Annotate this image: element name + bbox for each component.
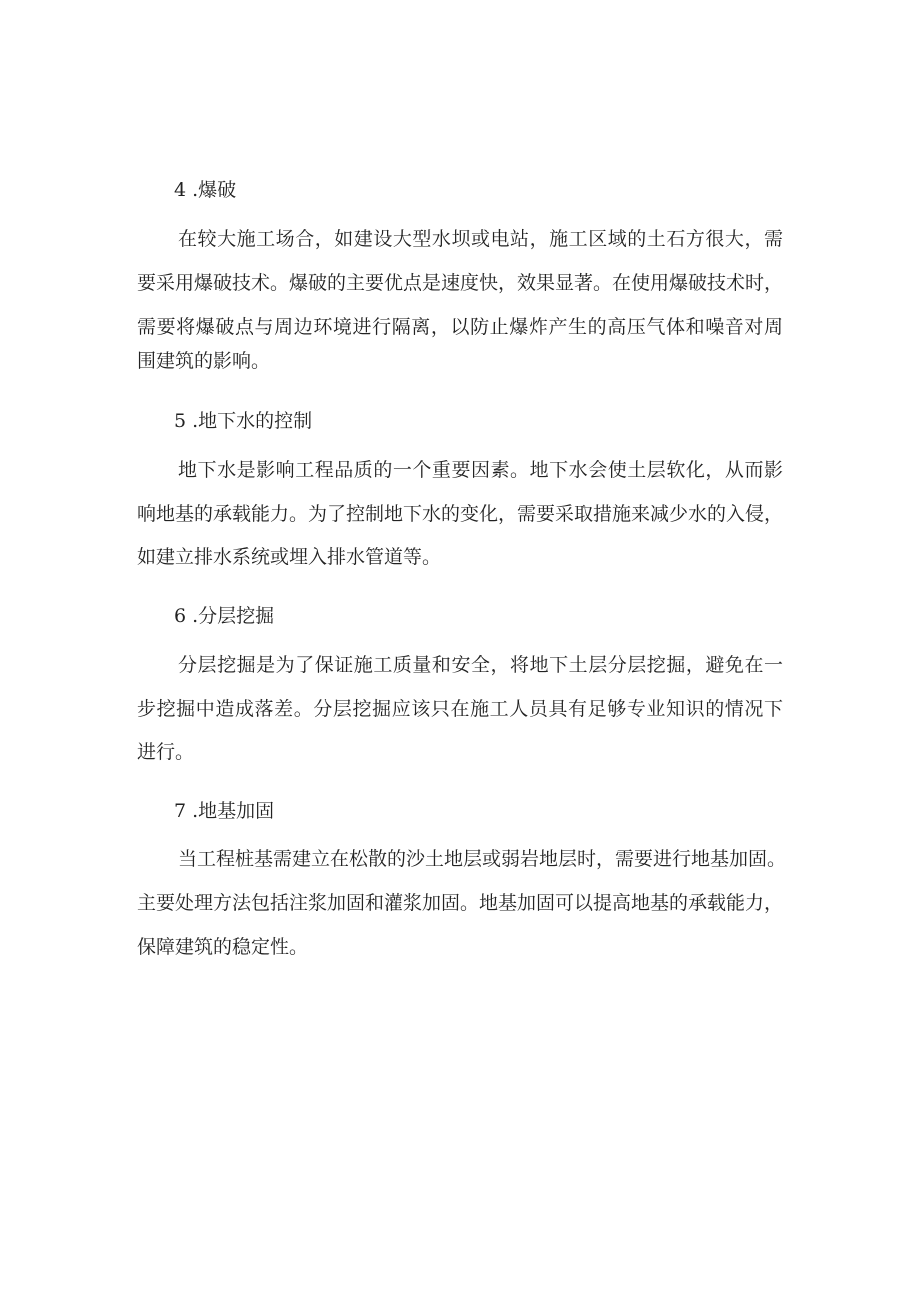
paragraph-line: 当工程桩基需建立在松散的沙土地层或弱岩地层时，需要进行地基加固。: [178, 848, 787, 870]
section-heading: 5 .地下水的控制: [174, 410, 313, 432]
section-heading: 4 .爆破: [174, 179, 237, 201]
paragraph-line: 响地基的承载能力。为了控制地下水的变化，需要采取措施来减少水的入侵，: [137, 503, 784, 525]
paragraph-line: 围建筑的影响。: [137, 350, 271, 372]
paragraph-line: 在较大施工场合，如建设大型水坝或电站，施工区域的土石方很大，需: [178, 228, 783, 250]
section-heading: 7 .地基加固: [174, 800, 275, 822]
paragraph-line: 步挖掘中造成落差。分层挖掘应该只在施工人员具有足够专业知识的情况下: [137, 698, 783, 720]
paragraph-line: 分层挖掘是为了保证施工质量和安全，将地下土层分层挖掘，避免在一: [178, 654, 783, 676]
paragraph-line: 如建立排水系统或埋入排水管道等。: [137, 546, 442, 568]
paragraph-line: 主要处理方法包括注浆加固和灌浆加固。地基加固可以提高地基的承载能力，: [137, 892, 784, 914]
paragraph-line: 要采用爆破技术。爆破的主要优点是速度快，效果显著。在使用爆破技术时，: [137, 272, 784, 294]
paragraph-line: 需要将爆破点与周边环境进行隔离，以防止爆炸产生的高压气体和噪音对周: [137, 316, 783, 338]
paragraph-line: 保障建筑的稳定性。: [137, 936, 309, 958]
paragraph-line: 进行。: [137, 741, 195, 763]
paragraph-line: 地下水是影响工程品质的一个重要因素。地下水会使土层软化，从而影: [178, 459, 783, 481]
section-heading: 6 .分层挖掘: [174, 605, 275, 627]
